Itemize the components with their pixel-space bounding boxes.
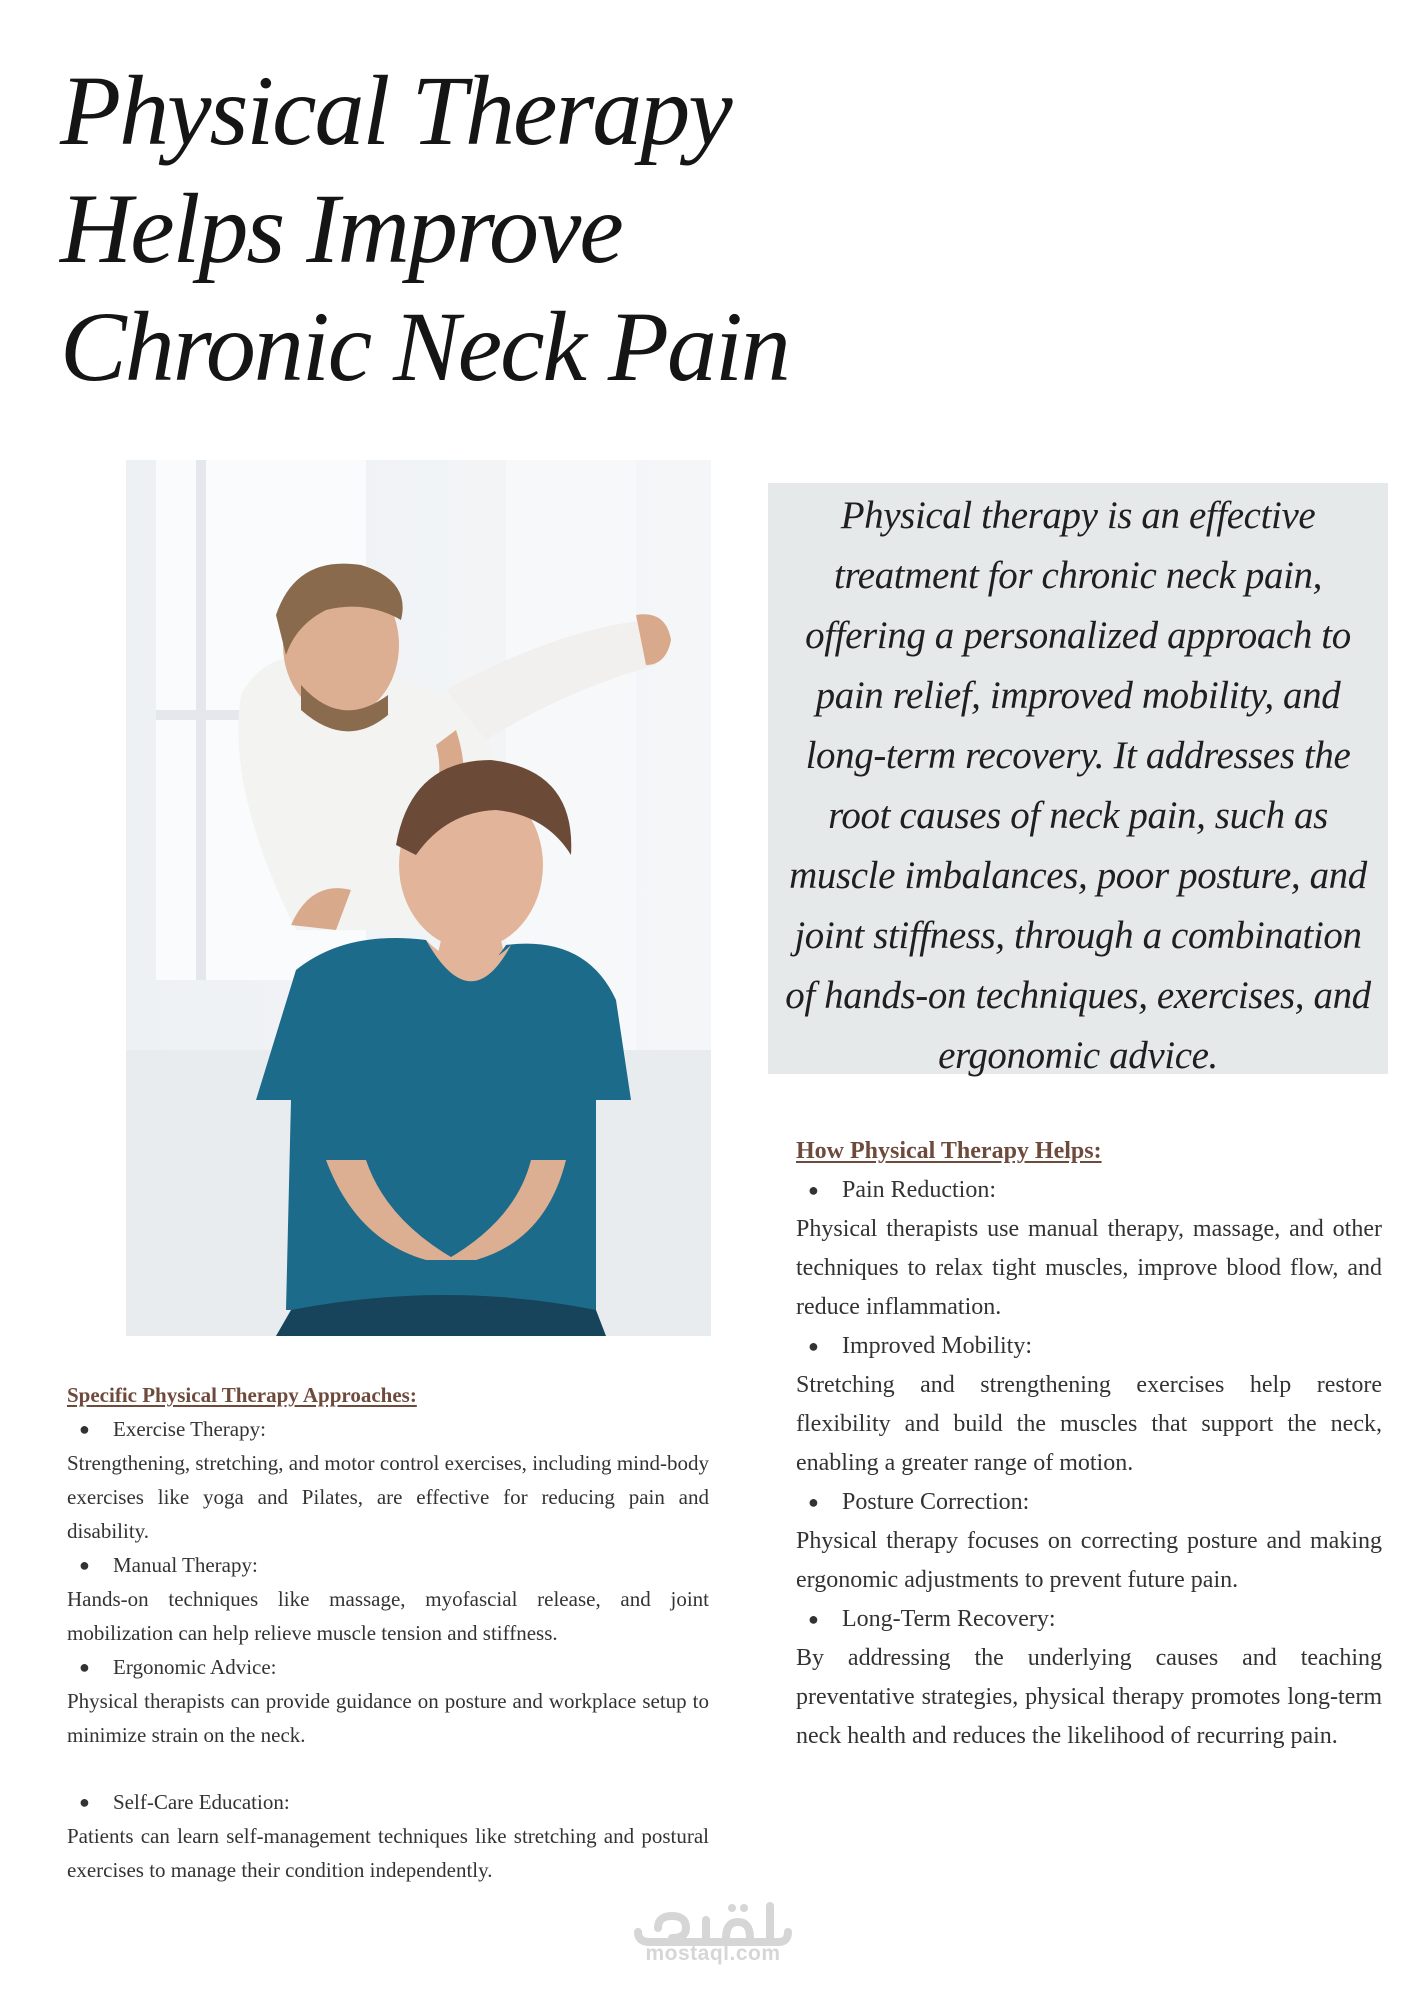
list-item-text: By addressing the underlying causes and teaching preventative strategies, physical therapy promotes long-term neck health and reduces the likelihood of recurring pain. [796,1645,1382,1749]
list-item-title: Self-Care Education: [113,1790,290,1814]
spacer [67,1752,709,1785]
bullet-icon: ● [79,1657,90,1677]
list-item-title: Long-Term Recovery: [842,1606,1056,1632]
approaches-heading: Specific Physical Therapy Approaches: [67,1383,417,1407]
bullet-icon: ● [808,1180,819,1200]
therapy-photo [126,460,711,1336]
bullet-icon: ● [79,1792,90,1812]
helps-heading: How Physical Therapy Helps: [796,1138,1102,1164]
list-item-text: Physical therapy focuses on correcting posture and making ergonomic adjustments to prevent future pain. [796,1528,1382,1593]
approaches-section [67,1378,709,1887]
bullet-icon: ● [808,1492,819,1512]
list-item [796,1171,1382,1210]
list-item [67,1412,709,1446]
list-item-title: Posture Correction: [842,1489,1030,1515]
list-item [796,1483,1382,1522]
list-item-text: Strengthening, stretching, and motor control exercises, including mind-body exercises like yoga and Pilates, are effective for reducing pain and disability. [67,1451,709,1543]
list-item-text: Physical therapists use manual therapy, massage, and other techniques to relax tight muscles, improve blood flow, and reduce inflammation. [796,1216,1382,1320]
list-item [796,1600,1382,1639]
intro-text: Physical therapy is an effective treatment for chronic neck pain, offering a personalized approach to pain relief, improved mobility, and long-term recovery. It addresses the root causes of neck pain, such as muscle imbalances, poor posture, and joint stiffness, through a combination of hands-on techniques, exercises, and ergonomic advice. [785,494,1371,1077]
watermark [625,1898,801,1974]
list-item [67,1650,709,1684]
bullet-icon: ● [79,1419,90,1439]
list-item [796,1327,1382,1366]
bullet-icon: ● [79,1555,90,1575]
title-line-2: Helps Improve [60,173,622,284]
list-item-title: Exercise Therapy: [113,1417,266,1441]
helps-section [796,1132,1382,1756]
bullet-icon: ● [808,1609,819,1629]
list-item-title: Ergonomic Advice: [113,1655,277,1679]
list-item [67,1785,709,1819]
title-line-1: Physical Therapy [60,55,731,166]
bullet-icon: ● [808,1336,819,1356]
list-item-title: Manual Therapy: [113,1553,258,1577]
photo-therapist-patient-icon [126,460,711,1336]
list-item [67,1548,709,1582]
list-item-text: Patients can learn self-management techniques like stretching and postural exercises to manage their condition independently. [67,1824,709,1882]
watermark-text: mostaql.com [645,1942,781,1965]
list-item-title: Improved Mobility: [842,1333,1032,1359]
list-item-text: Stretching and strengthening exercises help restore flexibility and build the muscles that support the neck, enabling a greater range of motion. [796,1372,1382,1476]
page-title [60,52,920,406]
list-item-text: Physical therapists can provide guidance on posture and workplace setup to minimize strain on the neck. [67,1689,709,1747]
list-item-title: Pain Reduction: [842,1177,996,1203]
list-item-text: Hands-on techniques like massage, myofascial release, and joint mobilization can help relieve muscle tension and stiffness. [67,1587,709,1645]
title-line-3: Chronic Neck Pain [60,291,789,402]
mostaql-logo-icon [628,1898,798,1948]
intro-quote-box [768,483,1388,1077]
